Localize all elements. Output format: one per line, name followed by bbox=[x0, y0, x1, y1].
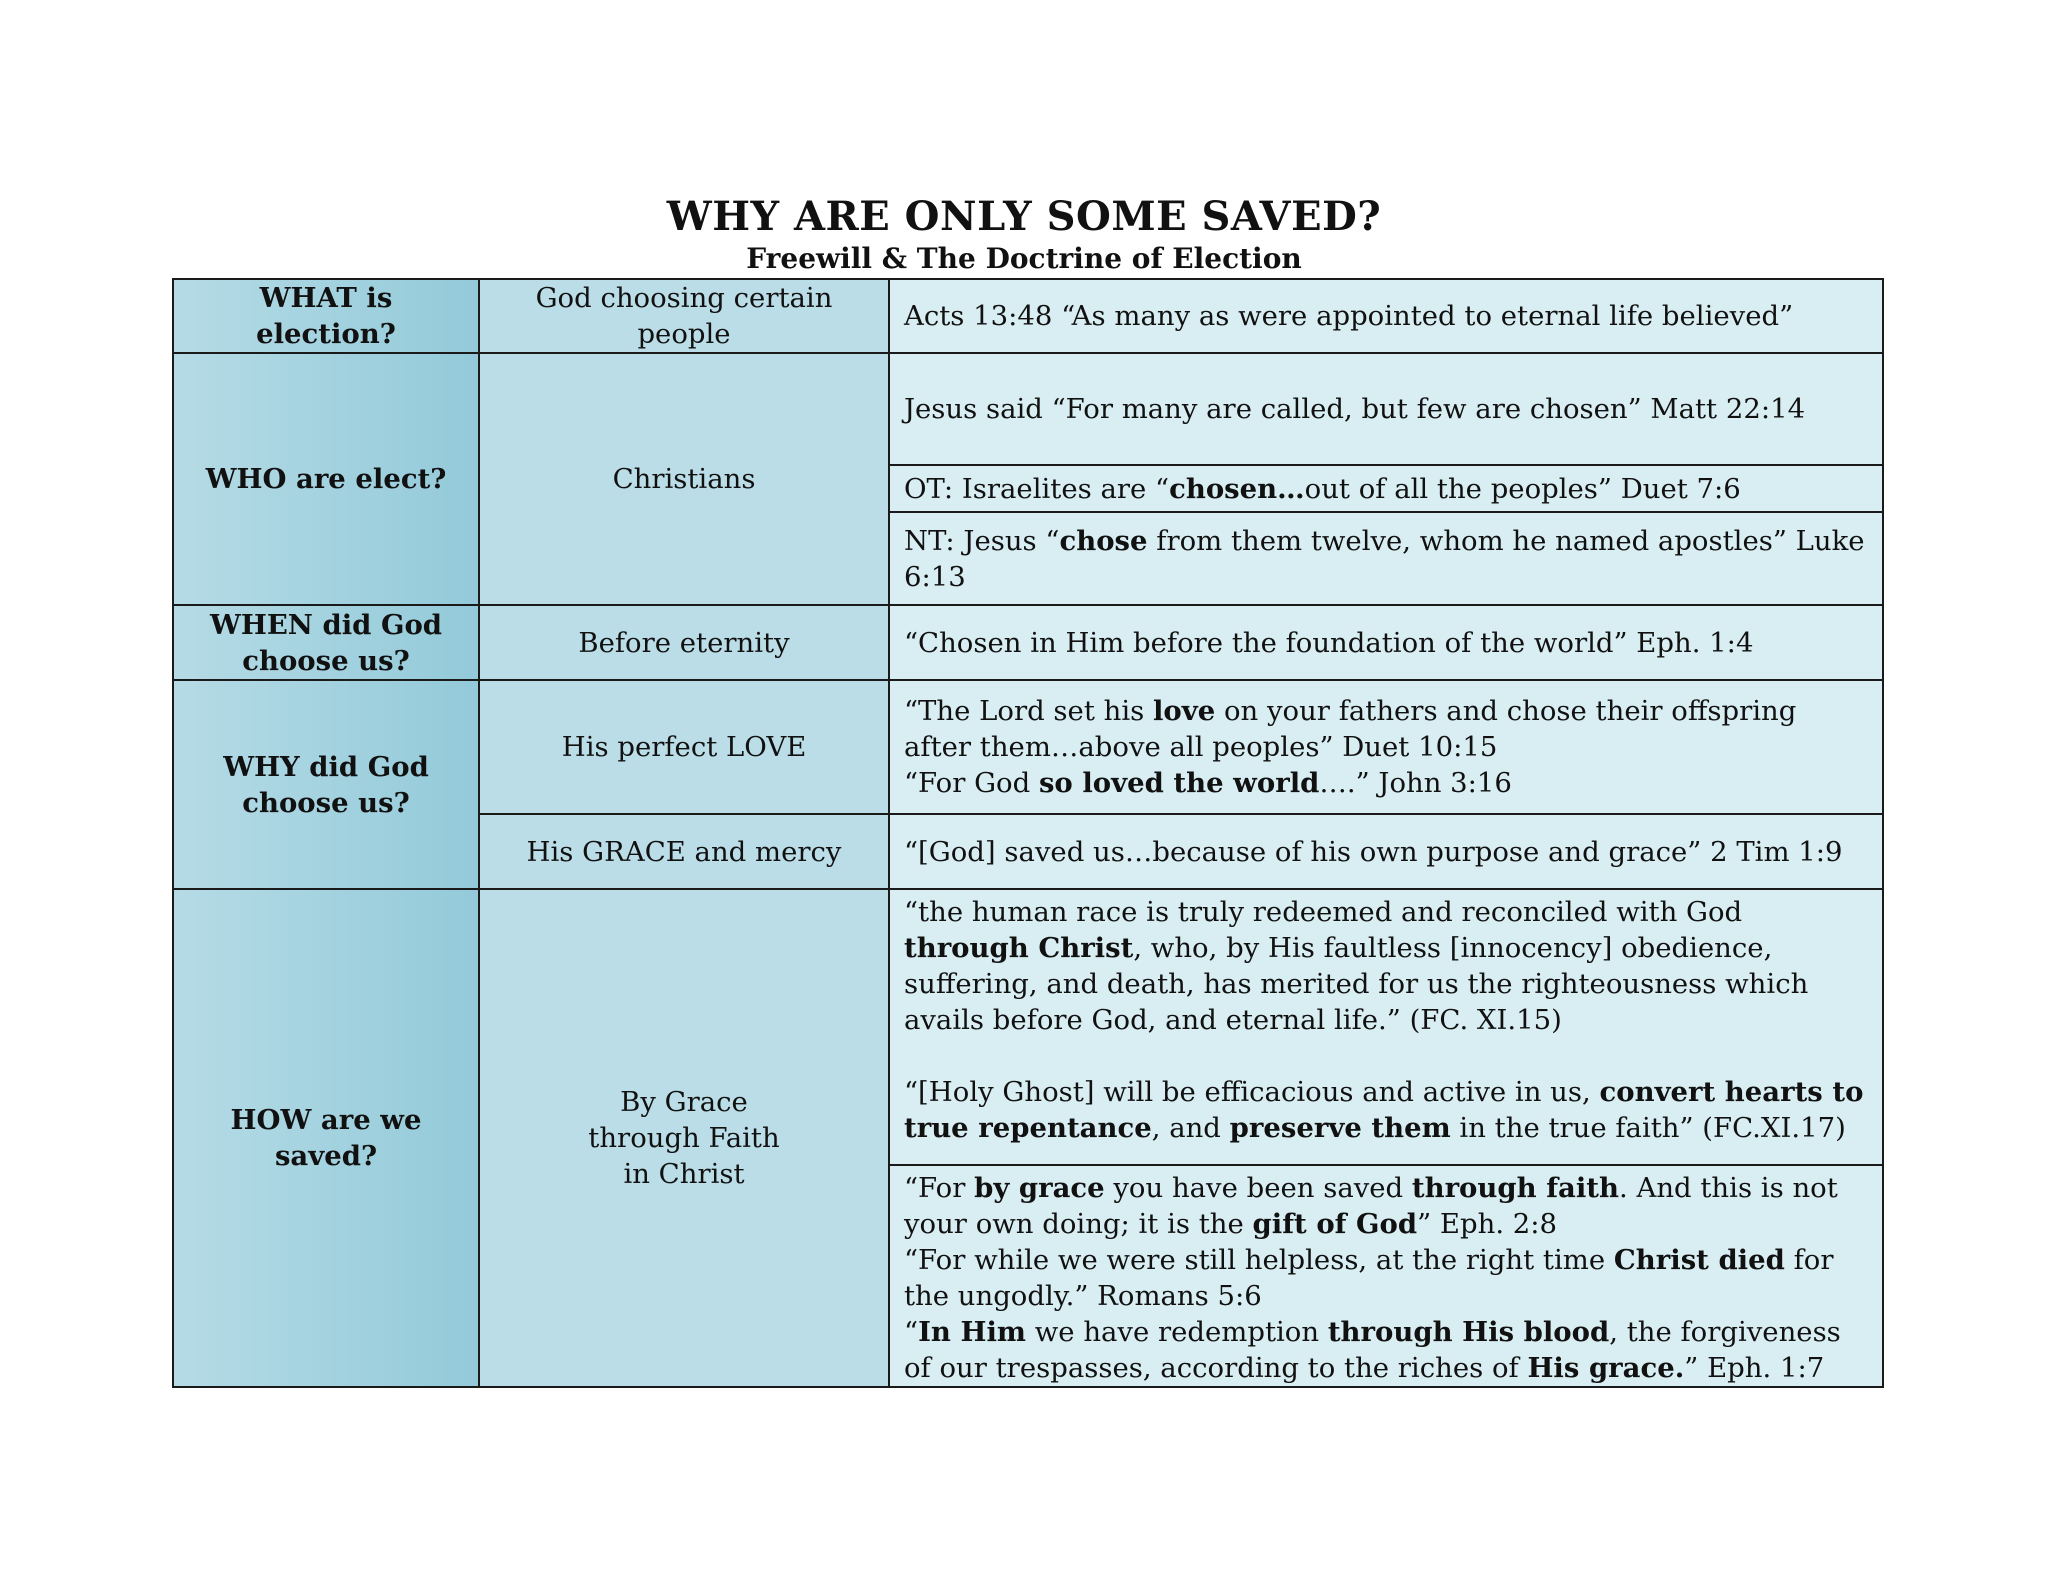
ref-emphasis: chose bbox=[1059, 524, 1148, 557]
ref-text: ….” John 3:16 bbox=[1319, 767, 1512, 799]
quote-fc-xi-15 bbox=[904, 894, 1868, 1038]
answer-how-line: through Faith bbox=[588, 1122, 780, 1154]
ref-emphasis: through Christ bbox=[904, 932, 1134, 964]
answer-how-line: in Christ bbox=[623, 1158, 745, 1190]
ref-emphasis: preserve them bbox=[1229, 1112, 1451, 1144]
reference-when: “Chosen in Him before the foundation of the world” Eph. 1:4 bbox=[889, 605, 1883, 680]
ref-text: “For God bbox=[904, 767, 1039, 799]
row-label-when: WHEN did God choose us? bbox=[173, 605, 479, 680]
answer-why-grace: His GRACE and mercy bbox=[479, 814, 889, 889]
reference-how-2 bbox=[889, 1165, 1883, 1387]
table-row-why-1 bbox=[173, 680, 1883, 814]
ref-text: “For while we were still helpless, at the right time bbox=[904, 1244, 1614, 1276]
quote-john-3-16 bbox=[904, 765, 1868, 801]
quote-romans-5-6 bbox=[904, 1242, 1868, 1314]
table-row-what bbox=[173, 279, 1883, 353]
ref-text: for the ungodly.” Romans 5:6 bbox=[904, 1244, 1834, 1312]
answer-what: God choosing certain people bbox=[479, 279, 889, 353]
quote-duet-10-15 bbox=[904, 693, 1868, 765]
reference-who-3 bbox=[889, 512, 1883, 605]
ref-text: , and bbox=[1151, 1112, 1230, 1144]
table-row-who-1 bbox=[173, 353, 1883, 465]
ref-text: “the human race is truly redeemed and reconciled with God bbox=[904, 896, 1743, 928]
reference-who-2 bbox=[889, 465, 1883, 512]
reference-who-1: Jesus said “For many are called, but few are chosen” Matt 22:14 bbox=[889, 353, 1883, 465]
ref-text: out of all the peoples” Duet 7:6 bbox=[1304, 472, 1741, 505]
ref-text: in the true faith” (FC.XI.17) bbox=[1450, 1112, 1846, 1144]
reference-why-1 bbox=[889, 680, 1883, 814]
ref-text: OT: Israelites are “ bbox=[904, 472, 1170, 505]
ref-text: NT: Jesus “ bbox=[904, 524, 1060, 557]
ref-text: “For bbox=[904, 1172, 975, 1204]
ref-emphasis: through faith bbox=[1411, 1172, 1619, 1204]
ref-text: . And this is not your own doing; it is the bbox=[904, 1172, 1838, 1240]
ref-emphasis: chosen… bbox=[1169, 472, 1305, 505]
quote-fc-xi-17 bbox=[904, 1074, 1868, 1146]
ref-text: from them twelve, whom he named apostles” Luke 6:13 bbox=[904, 524, 1865, 593]
row-label-why: WHY did God choose us? bbox=[173, 680, 479, 889]
ref-text: on your fathers and chose their offspring after them…above all peoples” Duet 10:15 bbox=[904, 695, 1797, 763]
table-row-when bbox=[173, 605, 1883, 680]
row-label-who: WHO are elect? bbox=[173, 353, 479, 605]
answer-when: Before eternity bbox=[479, 605, 889, 680]
quote-eph-2-8 bbox=[904, 1170, 1868, 1242]
ref-emphasis: Christ died bbox=[1613, 1244, 1785, 1276]
ref-text: you have been saved bbox=[1104, 1172, 1412, 1204]
quote-eph-1-7 bbox=[904, 1314, 1868, 1386]
answer-how-line: By Grace bbox=[620, 1086, 748, 1118]
ref-text: we have redemption bbox=[1026, 1316, 1328, 1348]
ref-emphasis: gift of God bbox=[1252, 1208, 1418, 1240]
ref-emphasis: In Him bbox=[918, 1316, 1027, 1348]
ref-emphasis: His grace. bbox=[1527, 1352, 1685, 1384]
answer-who: Christians bbox=[479, 353, 889, 605]
ref-emphasis: convert hearts to true repentance bbox=[904, 1076, 1864, 1144]
ref-text: ” Eph. 2:8 bbox=[1417, 1208, 1558, 1240]
reference-what: Acts 13:48 “As many as were appointed to eternal life believed” bbox=[889, 279, 1883, 353]
answer-how bbox=[479, 889, 889, 1387]
ref-emphasis: by grace bbox=[974, 1172, 1105, 1204]
ref-text: , the forgiveness of our trespasses, according to the riches of bbox=[904, 1316, 1841, 1384]
row-label-what: WHAT is election? bbox=[173, 279, 479, 353]
ref-text: “The Lord set his bbox=[904, 695, 1153, 727]
reference-why-2: “[God] saved us…because of his own purpose and grace” 2 Tim 1:9 bbox=[889, 814, 1883, 889]
ref-text: “ bbox=[904, 1316, 919, 1348]
row-label-how: HOW are we saved? bbox=[173, 889, 479, 1387]
paragraph-gap bbox=[904, 1038, 1868, 1074]
page-title: WHY ARE ONLY SOME SAVED? bbox=[666, 193, 1382, 240]
reference-how-1 bbox=[889, 889, 1883, 1165]
election-table bbox=[172, 278, 1884, 1388]
ref-emphasis: through His blood bbox=[1327, 1316, 1610, 1348]
page-subtitle: Freewill & The Doctrine of Election bbox=[746, 242, 1302, 275]
ref-text: , who, by His faultless [innocency] obedience, suffering, and death, has merited for us the righteousness which avails before God, and eternal life.” (FC. XI.15) bbox=[904, 932, 1809, 1036]
ref-text: ” Eph. 1:7 bbox=[1684, 1352, 1825, 1384]
ref-emphasis: love bbox=[1152, 695, 1216, 727]
ref-text: “[Holy Ghost] will be efficacious and active in us, bbox=[904, 1076, 1600, 1108]
answer-why-love: His perfect LOVE bbox=[479, 680, 889, 814]
ref-emphasis: so loved the world bbox=[1038, 767, 1320, 799]
table-row-how-1 bbox=[173, 889, 1883, 1165]
